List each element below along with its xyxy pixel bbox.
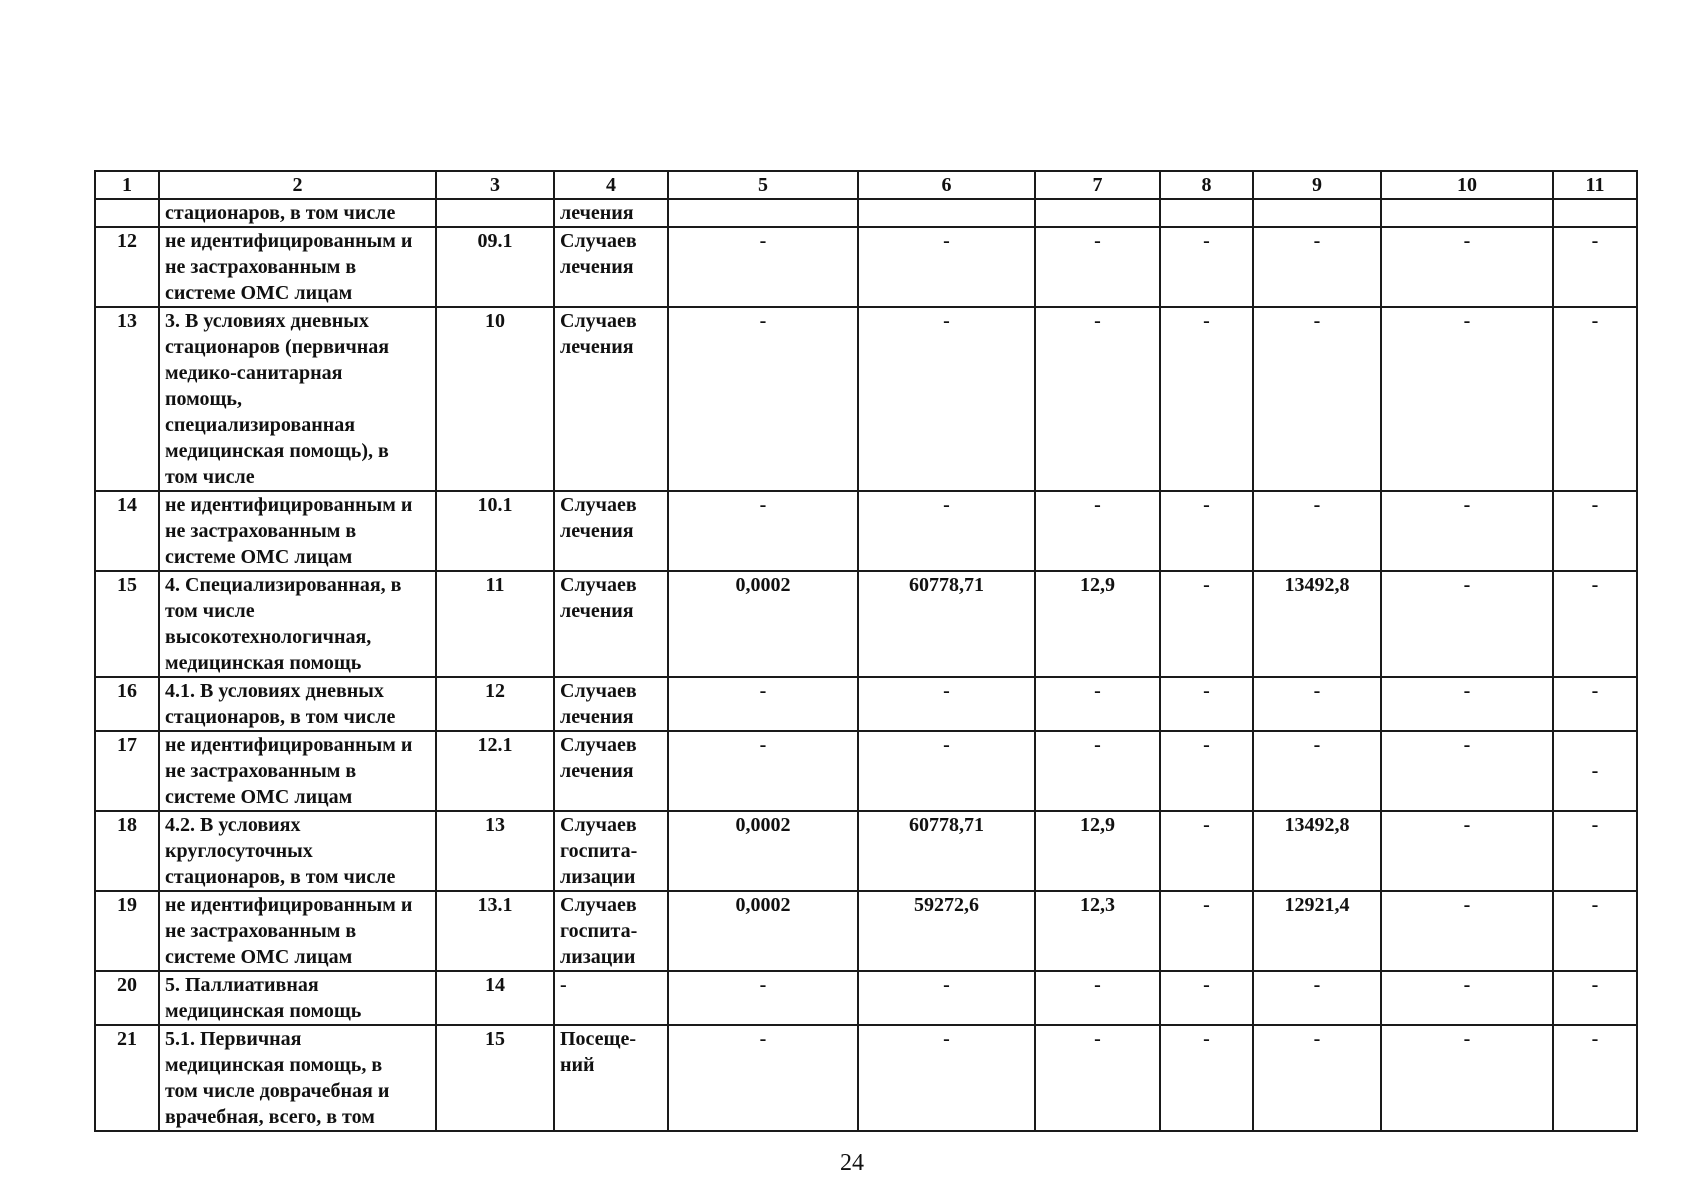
value-cell-col8: - — [1160, 1025, 1253, 1131]
value-cell-col5: - — [668, 491, 858, 571]
value-cell-col7: - — [1035, 491, 1160, 571]
table-row — [95, 811, 1637, 891]
value-cell-col5: - — [668, 307, 858, 491]
code-cell: 10.1 — [436, 491, 554, 571]
value-cell-col11: - — [1553, 971, 1637, 1025]
description-cell: не идентифицированным и не застрахованным в системе ОМС лицам — [159, 891, 436, 971]
row-number-cell: 12 — [95, 227, 159, 307]
page-number: 24 — [840, 1150, 864, 1176]
value-cell-col10: - — [1381, 491, 1553, 571]
value-cell-col8: - — [1160, 971, 1253, 1025]
value-cell-col6: - — [858, 227, 1035, 307]
value-cell-col8: - — [1160, 227, 1253, 307]
header-row — [95, 171, 1637, 199]
value-cell-col6: 59272,6 — [858, 891, 1035, 971]
value-cell-col11: - — [1553, 1025, 1637, 1131]
value-cell-col6: - — [858, 731, 1035, 811]
header-cell: 8 — [1160, 171, 1253, 199]
value-cell-col7: - — [1035, 307, 1160, 491]
value-cell-col7: - — [1035, 971, 1160, 1025]
value-cell-col10: - — [1381, 1025, 1553, 1131]
header-cell: 2 — [159, 171, 436, 199]
table-row — [95, 199, 1637, 227]
header-cell: 11 — [1553, 171, 1637, 199]
value-cell-col9: 12921,4 — [1253, 891, 1381, 971]
value-cell-col8: - — [1160, 491, 1253, 571]
code-cell: 14 — [436, 971, 554, 1025]
value-cell-col8: - — [1160, 811, 1253, 891]
value-cell-col9 — [1253, 199, 1381, 227]
unit-cell: Посеще- ний — [554, 1025, 668, 1131]
header-cell: 7 — [1035, 171, 1160, 199]
value-cell-col9: - — [1253, 677, 1381, 731]
value-cell-col6: - — [858, 677, 1035, 731]
value-cell-col9: 13492,8 — [1253, 811, 1381, 891]
unit-cell: Случаев лечения — [554, 307, 668, 491]
header-cell: 5 — [668, 171, 858, 199]
value-cell-col7: - — [1035, 1025, 1160, 1131]
value-cell-col5: 0,0002 — [668, 891, 858, 971]
header-cell: 9 — [1253, 171, 1381, 199]
value-cell-col5: 0,0002 — [668, 811, 858, 891]
description-cell: 3. В условиях дневных стационаров (первичная медико-санитарная помощь, специализированная медицинская помощь), в том числе — [159, 307, 436, 491]
description-cell: 4.2. В условиях круглосуточных стационаров, в том числе — [159, 811, 436, 891]
value-cell-col5: - — [668, 677, 858, 731]
row-number-cell: 14 — [95, 491, 159, 571]
value-cell-col11: - — [1553, 307, 1637, 491]
row-number-cell: 20 — [95, 971, 159, 1025]
description-cell: не идентифицированным и не застрахованным в системе ОМС лицам — [159, 731, 436, 811]
code-cell: 15 — [436, 1025, 554, 1131]
description-cell: стационаров, в том числе — [159, 199, 436, 227]
header-cell: 6 — [858, 171, 1035, 199]
description-cell: не идентифицированным и не застрахованным в системе ОМС лицам — [159, 491, 436, 571]
table-row — [95, 1025, 1637, 1131]
data-table — [94, 170, 1638, 1132]
value-cell-col8: - — [1160, 731, 1253, 811]
description-cell: 5.1. Первичная медицинская помощь, в том числе доврачебная и врачебная, всего, в том — [159, 1025, 436, 1131]
value-cell-col10 — [1381, 199, 1553, 227]
value-cell-col8: - — [1160, 677, 1253, 731]
header-cell: 4 — [554, 171, 668, 199]
unit-cell: - — [554, 971, 668, 1025]
value-cell-col10: - — [1381, 307, 1553, 491]
value-cell-col10: - — [1381, 227, 1553, 307]
value-cell-col7: - — [1035, 731, 1160, 811]
value-cell-col5 — [668, 199, 858, 227]
value-cell-col8 — [1160, 199, 1253, 227]
value-cell-col9: 13492,8 — [1253, 571, 1381, 677]
unit-cell: лечения — [554, 199, 668, 227]
value-cell-col5: - — [668, 731, 858, 811]
value-cell-col10: - — [1381, 971, 1553, 1025]
value-cell-col10: - — [1381, 891, 1553, 971]
table-row — [95, 971, 1637, 1025]
unit-cell: Случаев госпита- лизации — [554, 811, 668, 891]
value-cell-col8: - — [1160, 307, 1253, 491]
row-number-cell: 18 — [95, 811, 159, 891]
description-cell: 4. Специализированная, в том числе высокотехнологичная, медицинская помощь — [159, 571, 436, 677]
value-cell-col7: 12,3 — [1035, 891, 1160, 971]
value-cell-col7: - — [1035, 677, 1160, 731]
code-cell: 12.1 — [436, 731, 554, 811]
header-cell: 10 — [1381, 171, 1553, 199]
unit-cell: Случаев лечения — [554, 227, 668, 307]
value-cell-col6: - — [858, 971, 1035, 1025]
row-number-cell: 13 — [95, 307, 159, 491]
value-cell-col5: 0,0002 — [668, 571, 858, 677]
row-number-cell: 19 — [95, 891, 159, 971]
value-cell-col11 — [1553, 199, 1637, 227]
table-row — [95, 571, 1637, 677]
value-cell-col11: - — [1553, 811, 1637, 891]
table-row — [95, 731, 1637, 811]
value-cell-col10: - — [1381, 677, 1553, 731]
table-header — [95, 171, 1637, 199]
value-cell-col10: - — [1381, 811, 1553, 891]
row-number-cell: 16 — [95, 677, 159, 731]
value-cell-col11: - — [1553, 677, 1637, 731]
table-row — [95, 677, 1637, 731]
unit-cell: Случаев лечения — [554, 491, 668, 571]
value-cell-col6: 60778,71 — [858, 571, 1035, 677]
table-body — [95, 199, 1637, 1131]
table-row — [95, 891, 1637, 971]
value-cell-col6: - — [858, 491, 1035, 571]
value-cell-col9: - — [1253, 971, 1381, 1025]
value-cell-col9: - — [1253, 491, 1381, 571]
value-cell-col7: 12,9 — [1035, 571, 1160, 677]
value-cell-col11: - — [1553, 491, 1637, 571]
value-cell-col5: - — [668, 1025, 858, 1131]
unit-cell: Случаев лечения — [554, 731, 668, 811]
unit-cell: Случаев лечения — [554, 571, 668, 677]
value-cell-col7 — [1035, 199, 1160, 227]
value-cell-col11: - — [1553, 227, 1637, 307]
description-cell: 5. Паллиативная медицинская помощь — [159, 971, 436, 1025]
value-cell-col6: 60778,71 — [858, 811, 1035, 891]
row-number-cell: 21 — [95, 1025, 159, 1131]
value-cell-col9: - — [1253, 731, 1381, 811]
code-cell: 12 — [436, 677, 554, 731]
value-cell-col5: - — [668, 971, 858, 1025]
table-row — [95, 307, 1637, 491]
value-cell-col5: - — [668, 227, 858, 307]
description-cell: 4.1. В условиях дневных стационаров, в том числе — [159, 677, 436, 731]
header-cell: 1 — [95, 171, 159, 199]
table-row — [95, 227, 1637, 307]
unit-cell: Случаев госпита- лизации — [554, 891, 668, 971]
value-cell-col9: - — [1253, 307, 1381, 491]
value-cell-col8: - — [1160, 891, 1253, 971]
value-cell-col11: - — [1553, 891, 1637, 971]
value-cell-col9: - — [1253, 227, 1381, 307]
code-cell: 09.1 — [436, 227, 554, 307]
value-cell-col7: - — [1035, 227, 1160, 307]
code-cell: 11 — [436, 571, 554, 677]
code-cell: 13 — [436, 811, 554, 891]
value-cell-col10: - — [1381, 731, 1553, 811]
value-cell-col11: - — [1553, 731, 1637, 811]
value-cell-col8: - — [1160, 571, 1253, 677]
value-cell-col10: - — [1381, 571, 1553, 677]
row-number-cell: 17 — [95, 731, 159, 811]
value-cell-col7: 12,9 — [1035, 811, 1160, 891]
description-cell: не идентифицированным и не застрахованным в системе ОМС лицам — [159, 227, 436, 307]
value-cell-col6: - — [858, 307, 1035, 491]
code-cell: 13.1 — [436, 891, 554, 971]
code-cell — [436, 199, 554, 227]
row-number-cell — [95, 199, 159, 227]
value-cell-col9: - — [1253, 1025, 1381, 1131]
value-cell-col6: - — [858, 1025, 1035, 1131]
value-cell-col11: - — [1553, 571, 1637, 677]
row-number-cell: 15 — [95, 571, 159, 677]
table-row — [95, 491, 1637, 571]
code-cell: 10 — [436, 307, 554, 491]
header-cell: 3 — [436, 171, 554, 199]
unit-cell: Случаев лечения — [554, 677, 668, 731]
value-cell-col6 — [858, 199, 1035, 227]
